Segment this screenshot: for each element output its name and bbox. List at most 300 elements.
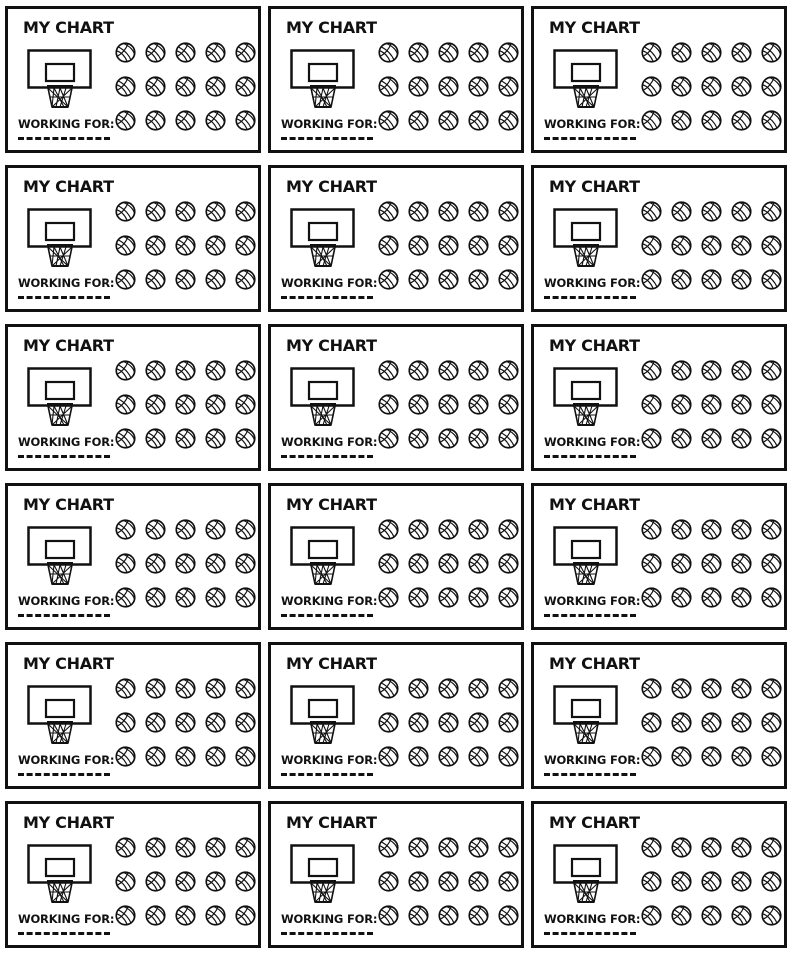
basketball-token[interactable] [110,864,140,898]
basketball-token[interactable] [403,830,433,864]
basketball-icon [205,678,226,699]
basketball-token[interactable] [666,512,696,546]
basketball-token[interactable] [666,898,696,932]
basketball-token[interactable] [110,546,140,580]
basketball-token[interactable] [230,739,260,773]
basketball-icon [438,235,459,256]
working-for-blank-line[interactable] [281,137,373,140]
basketball-token[interactable] [200,262,230,296]
working-for-blank-line[interactable] [281,932,373,935]
basketball-token[interactable] [373,546,403,580]
basketball-token[interactable] [463,512,493,546]
basketball-token[interactable] [463,194,493,228]
basketball-token[interactable] [373,830,403,864]
basketball-token[interactable] [140,512,170,546]
basketball-token[interactable] [666,262,696,296]
basketball-token[interactable] [170,546,200,580]
basketball-token[interactable] [493,69,523,103]
basketball-token[interactable] [433,421,463,455]
working-for-blank-line[interactable] [18,137,110,140]
basketball-icon [498,76,519,97]
basketball-icon [671,553,692,574]
basketball-token[interactable] [756,103,786,137]
basketball-token[interactable] [230,512,260,546]
basketball-token[interactable] [110,739,140,773]
basketball-token[interactable] [230,387,260,421]
basketball-token[interactable] [170,262,200,296]
basketball-token[interactable] [493,512,523,546]
basketball-token[interactable] [373,739,403,773]
basketball-token[interactable] [696,35,726,69]
basketball-token[interactable] [696,194,726,228]
basketball-token[interactable] [403,739,433,773]
basketball-token[interactable] [200,194,230,228]
basketball-token[interactable] [493,705,523,739]
basketball-token[interactable] [756,671,786,705]
basketball-token[interactable] [696,228,726,262]
basketball-token[interactable] [140,898,170,932]
basketball-token[interactable] [433,512,463,546]
basketball-token[interactable] [140,103,170,137]
basketball-token[interactable] [170,353,200,387]
basketball-token[interactable] [200,103,230,137]
basketball-token[interactable] [110,830,140,864]
basketball-token[interactable] [696,421,726,455]
basketball-token[interactable] [463,546,493,580]
basketball-token[interactable] [726,898,756,932]
basketball-token[interactable] [696,262,726,296]
basketball-icon [498,360,519,381]
basketball-token[interactable] [666,103,696,137]
basketball-token[interactable] [636,194,666,228]
basketball-token[interactable] [200,69,230,103]
basketball-icon [641,201,662,222]
basketball-token[interactable] [756,580,786,614]
working-for-blank-line[interactable] [18,614,110,617]
basketball-token[interactable] [403,228,433,262]
basketball-token[interactable] [140,35,170,69]
basketball-token[interactable] [373,387,403,421]
basketball-token[interactable] [230,898,260,932]
basketball-token[interactable] [403,864,433,898]
basketball-token[interactable] [756,898,786,932]
basketball-token[interactable] [373,35,403,69]
basketball-token[interactable] [140,69,170,103]
basketball-token[interactable] [756,262,786,296]
working-for-blank-line[interactable] [281,296,373,299]
basketball-token[interactable] [666,353,696,387]
basketball-token[interactable] [403,35,433,69]
basketball-token[interactable] [666,387,696,421]
basketball-token[interactable] [433,705,463,739]
basketball-token[interactable] [110,705,140,739]
basketball-token[interactable] [666,421,696,455]
basketball-token[interactable] [170,512,200,546]
basketball-token[interactable] [140,262,170,296]
basketball-token[interactable] [636,387,666,421]
basketball-token[interactable] [140,830,170,864]
working-for-blank-line[interactable] [18,296,110,299]
basketball-token[interactable] [433,898,463,932]
basketball-token[interactable] [403,194,433,228]
basketball-token[interactable] [493,35,523,69]
basketball-token[interactable] [696,705,726,739]
basketball-token[interactable] [463,705,493,739]
basketball-token[interactable] [756,421,786,455]
basketball-token[interactable] [373,262,403,296]
basketball-token[interactable] [110,512,140,546]
basketball-token[interactable] [170,739,200,773]
basketball-token[interactable] [200,228,230,262]
basketball-token[interactable] [636,262,666,296]
basketball-token[interactable] [666,864,696,898]
reward-chart-card [531,6,787,153]
basketball-token[interactable] [230,353,260,387]
basketball-token[interactable] [666,35,696,69]
basketball-token[interactable] [636,705,666,739]
working-for-blank-line[interactable] [544,137,636,140]
basketball-token[interactable] [403,671,433,705]
basketball-token[interactable] [756,35,786,69]
basketball-token[interactable] [403,387,433,421]
basketball-token[interactable] [140,580,170,614]
basketball-token[interactable] [463,35,493,69]
basketball-token[interactable] [433,387,463,421]
basketball-token[interactable] [110,421,140,455]
basketball-icon [671,110,692,131]
basketball-token[interactable] [433,194,463,228]
basketball-token[interactable] [433,69,463,103]
basketball-token[interactable] [170,35,200,69]
basketball-token[interactable] [110,353,140,387]
basketball-token[interactable] [493,830,523,864]
basketball-token[interactable] [493,103,523,137]
basketball-token[interactable] [666,228,696,262]
basketball-token[interactable] [463,103,493,137]
basketball-token[interactable] [200,705,230,739]
basketball-token[interactable] [230,421,260,455]
basketball-token[interactable] [170,421,200,455]
basketball-token[interactable] [170,830,200,864]
basketball-token[interactable] [200,898,230,932]
basketball-token[interactable] [756,830,786,864]
basketball-token[interactable] [726,35,756,69]
basketball-token[interactable] [493,262,523,296]
working-for-blank-line[interactable] [18,455,110,458]
basketball-token[interactable] [110,228,140,262]
basketball-token[interactable] [373,421,403,455]
basketball-token[interactable] [373,705,403,739]
basketball-token[interactable] [110,387,140,421]
working-for-blank-line[interactable] [281,455,373,458]
basketball-token[interactable] [200,353,230,387]
basketball-token[interactable] [726,864,756,898]
basketball-token[interactable] [696,103,726,137]
basketball-token[interactable] [636,739,666,773]
basketball-token[interactable] [636,898,666,932]
basketball-token[interactable] [756,546,786,580]
basketball-token[interactable] [403,103,433,137]
basketball-token[interactable] [230,69,260,103]
basketball-token[interactable] [726,103,756,137]
basketball-token[interactable] [140,705,170,739]
basketball-token[interactable] [756,739,786,773]
basketball-token[interactable] [403,580,433,614]
basketball-token[interactable] [493,421,523,455]
basketball-token[interactable] [666,705,696,739]
basketball-token[interactable] [110,194,140,228]
working-for-blank-line[interactable] [544,296,636,299]
basketball-token[interactable] [636,353,666,387]
basketball-token[interactable] [636,69,666,103]
working-for-blank-line[interactable] [281,614,373,617]
basketball-token[interactable] [666,69,696,103]
basketball-token[interactable] [170,194,200,228]
basketball-token[interactable] [756,387,786,421]
basketball-token[interactable] [433,353,463,387]
basketball-token[interactable] [433,262,463,296]
basketball-token[interactable] [403,421,433,455]
basketball-token[interactable] [403,512,433,546]
basketball-token[interactable] [110,671,140,705]
basketball-token[interactable] [696,353,726,387]
basketball-token[interactable] [636,228,666,262]
basketball-token[interactable] [230,705,260,739]
basketball-token[interactable] [463,228,493,262]
basketball-token[interactable] [726,194,756,228]
basketball-token[interactable] [493,194,523,228]
basketball-token[interactable] [373,898,403,932]
basketball-token[interactable] [726,546,756,580]
basketball-token[interactable] [230,262,260,296]
basketball-token[interactable] [373,353,403,387]
working-for-blank-line[interactable] [18,773,110,776]
basketball-token[interactable] [696,580,726,614]
basketball-token[interactable] [493,864,523,898]
working-for-blank-line[interactable] [544,455,636,458]
basketball-token[interactable] [756,228,786,262]
basketball-token[interactable] [200,830,230,864]
basketball-token[interactable] [230,864,260,898]
basketball-token[interactable] [110,69,140,103]
basketball-token[interactable] [200,35,230,69]
basketball-token[interactable] [636,830,666,864]
basketball-token[interactable] [170,103,200,137]
basketball-token[interactable] [200,421,230,455]
basketball-token[interactable] [726,262,756,296]
basketball-icon [701,360,722,381]
basketball-token[interactable] [140,194,170,228]
basketball-token[interactable] [756,194,786,228]
basketball-token[interactable] [463,353,493,387]
working-for-blank-line[interactable] [281,773,373,776]
basketball-token[interactable] [463,580,493,614]
basketball-token[interactable] [140,228,170,262]
basketball-token[interactable] [696,69,726,103]
basketball-token[interactable] [463,830,493,864]
basketball-token[interactable] [666,830,696,864]
basketball-token[interactable] [170,580,200,614]
working-for-blank-line[interactable] [544,614,636,617]
basketball-token[interactable] [636,671,666,705]
basketball-token[interactable] [696,387,726,421]
basketball-token[interactable] [110,898,140,932]
working-for-blank-line[interactable] [544,932,636,935]
basketball-token[interactable] [463,739,493,773]
basketball-token[interactable] [756,512,786,546]
basketball-token[interactable] [726,705,756,739]
basketball-token[interactable] [140,421,170,455]
basketball-token[interactable] [696,546,726,580]
basketball-token[interactable] [493,580,523,614]
basketball-token[interactable] [373,671,403,705]
basketball-token[interactable] [373,512,403,546]
basketball-token[interactable] [433,546,463,580]
basketball-token[interactable] [403,705,433,739]
basketball-token[interactable] [636,35,666,69]
basketball-token[interactable] [110,580,140,614]
basketball-token[interactable] [463,69,493,103]
basketball-token[interactable] [636,864,666,898]
basketball-token[interactable] [666,739,696,773]
basketball-token[interactable] [636,103,666,137]
basketball-token[interactable] [140,671,170,705]
basketball-token[interactable] [493,387,523,421]
basketball-token[interactable] [726,421,756,455]
basketball-token[interactable] [696,898,726,932]
basketball-token[interactable] [726,353,756,387]
basketball-token[interactable] [463,262,493,296]
basketball-token[interactable] [463,898,493,932]
basketball-token[interactable] [726,830,756,864]
basketball-token[interactable] [696,512,726,546]
basketball-token[interactable] [373,103,403,137]
basketball-token[interactable] [493,671,523,705]
basketball-token[interactable] [636,512,666,546]
basketball-token[interactable] [403,546,433,580]
basketball-token[interactable] [726,512,756,546]
basketball-token[interactable] [463,671,493,705]
basketball-token[interactable] [636,546,666,580]
basketball-token[interactable] [756,69,786,103]
basketball-token[interactable] [230,35,260,69]
basketball-token[interactable] [373,194,403,228]
basketball-token[interactable] [493,546,523,580]
basketball-token[interactable] [696,864,726,898]
basketball-token[interactable] [140,739,170,773]
basketball-token[interactable] [140,546,170,580]
basketball-token[interactable] [140,864,170,898]
basketball-token[interactable] [373,228,403,262]
basketball-token[interactable] [200,671,230,705]
working-for-blank-line[interactable] [544,773,636,776]
basketball-icon [438,553,459,574]
basketball-token[interactable] [726,69,756,103]
basketball-token[interactable] [140,387,170,421]
basketball-token[interactable] [170,864,200,898]
basketball-token[interactable] [666,671,696,705]
basketball-token[interactable] [696,739,726,773]
basketball-token[interactable] [110,103,140,137]
basketball-token[interactable] [230,671,260,705]
basketball-token[interactable] [433,228,463,262]
basketball-token[interactable] [373,864,403,898]
basketball-token[interactable] [433,580,463,614]
basketball-token[interactable] [726,580,756,614]
basketball-token[interactable] [170,898,200,932]
basketball-token[interactable] [433,35,463,69]
basketball-token[interactable] [373,69,403,103]
basketball-token[interactable] [200,864,230,898]
basketball-token[interactable] [726,228,756,262]
basketball-icon [115,201,136,222]
basketball-token[interactable] [696,671,726,705]
basketball-token[interactable] [200,580,230,614]
basketball-token[interactable] [170,69,200,103]
basketball-icon [701,905,722,926]
basketball-token[interactable] [493,228,523,262]
basketball-token[interactable] [756,353,786,387]
basketball-token[interactable] [230,194,260,228]
basketball-token[interactable] [756,864,786,898]
basketball-token[interactable] [666,194,696,228]
basketball-token[interactable] [170,387,200,421]
basketball-token[interactable] [493,898,523,932]
basketball-token[interactable] [373,580,403,614]
basketball-token[interactable] [493,353,523,387]
basketball-token[interactable] [200,387,230,421]
basketball-token[interactable] [170,671,200,705]
basketball-token[interactable] [230,830,260,864]
basketball-token[interactable] [140,353,170,387]
basketball-token[interactable] [433,830,463,864]
basketball-token[interactable] [230,546,260,580]
basketball-token[interactable] [403,353,433,387]
basketball-token[interactable] [696,830,726,864]
basketball-token[interactable] [433,739,463,773]
basketball-token[interactable] [230,103,260,137]
basketball-token[interactable] [726,739,756,773]
basketball-token[interactable] [403,262,433,296]
basketball-token[interactable] [110,262,140,296]
basketball-token[interactable] [463,387,493,421]
basketball-token[interactable] [110,35,140,69]
basketball-token[interactable] [463,421,493,455]
basketball-token[interactable] [403,69,433,103]
basketball-token[interactable] [433,103,463,137]
basketball-token[interactable] [756,705,786,739]
basketball-token[interactable] [170,228,200,262]
basketball-token[interactable] [636,421,666,455]
basketball-token[interactable] [666,546,696,580]
working-for-blank-line[interactable] [18,932,110,935]
basketball-token[interactable] [726,671,756,705]
basketball-token[interactable] [463,864,493,898]
basketball-token[interactable] [666,580,696,614]
basketball-token[interactable] [170,705,200,739]
basketball-token[interactable] [433,864,463,898]
basketball-token[interactable] [230,228,260,262]
basketball-token[interactable] [726,387,756,421]
basketball-token[interactable] [200,546,230,580]
basketball-token[interactable] [493,739,523,773]
basketball-token[interactable] [403,898,433,932]
basketball-token[interactable] [636,580,666,614]
basketball-token[interactable] [200,739,230,773]
basketball-token[interactable] [433,671,463,705]
basketball-token[interactable] [230,580,260,614]
basketball-token[interactable] [200,512,230,546]
